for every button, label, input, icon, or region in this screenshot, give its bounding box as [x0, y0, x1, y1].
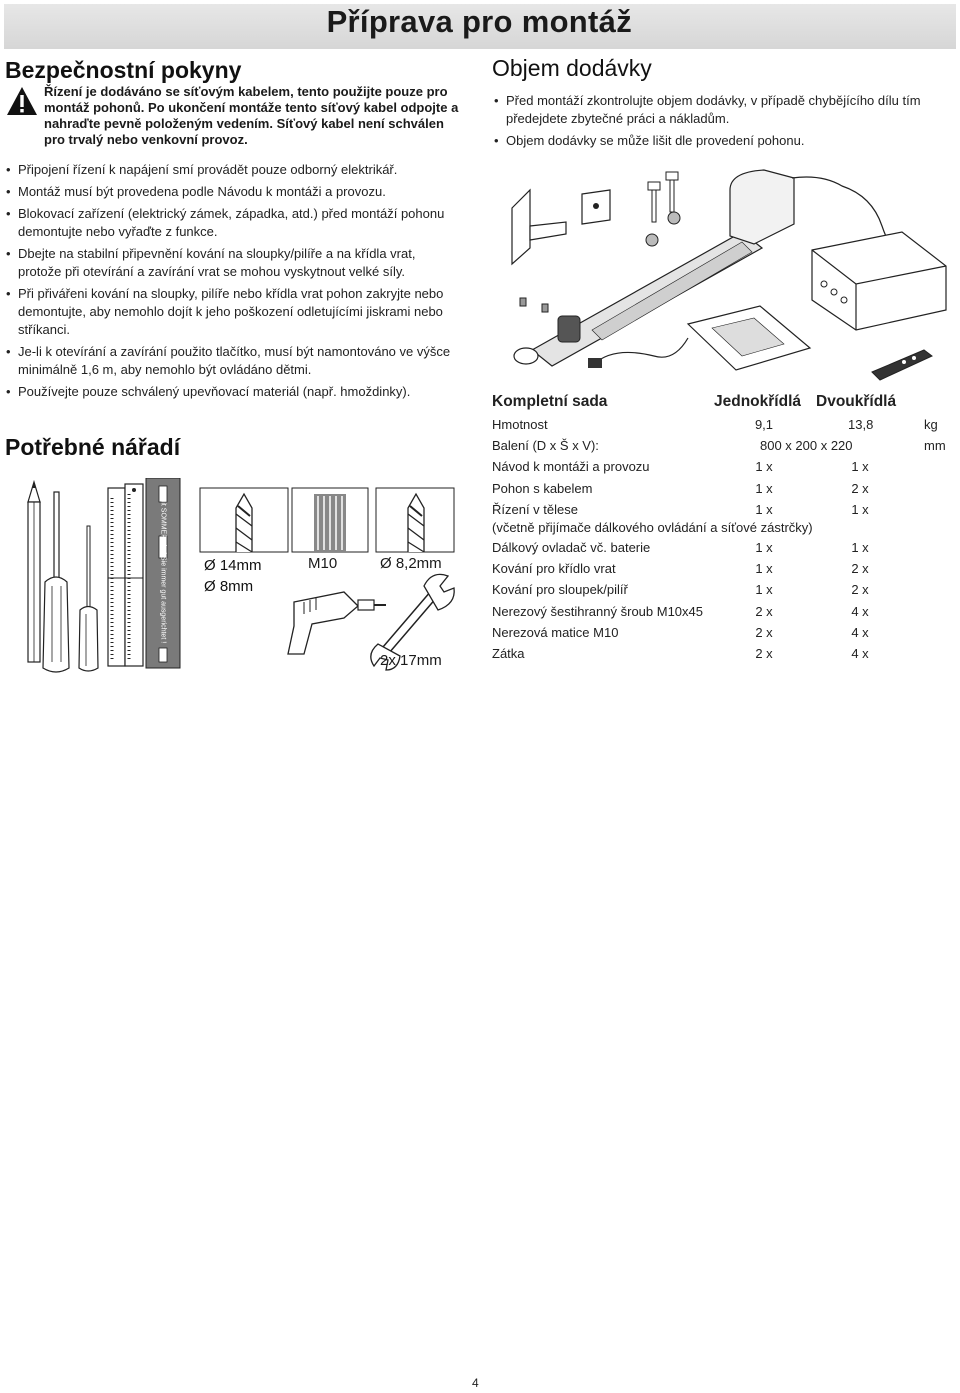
drill-size-label: Ø 8mm [204, 578, 254, 595]
table-row: Pohon s kabelem 1 x 2 x [492, 480, 869, 496]
table-row: Řízení v tělese 1 x 1 x [492, 501, 869, 517]
list-item: • Používejte pouze schválený upevňovací materiál (např. hmoždinky). [4, 383, 462, 401]
screwdriver-small-icon [79, 526, 98, 671]
tap-icon [292, 488, 368, 552]
safety-list [4, 161, 462, 405]
list-item: • Dbejte na stabilní připevnění kování na sloupky/pilíře a na křídla vrat, protože při otevírání a zavírání vrat se mohou vyskytnout velké síly. [4, 245, 462, 281]
column-header: Jednokřídlá [714, 393, 801, 410]
list-item: • Připojení řízení k napájení smí provádět pouze odborný elektrikář. [4, 161, 462, 179]
wrench-size-label: 2x 17mm [380, 652, 442, 669]
table-row: Dálkový ovladač vč. baterie 1 x 1 x [492, 539, 869, 555]
page-title: Příprava pro montáž [326, 4, 632, 39]
table-note: (včetně přijímače dálkového ovládání a síťové zástrčky) [492, 519, 813, 535]
table-row: Nerezová matice M10 2 x 4 x [492, 624, 869, 640]
screw-cap-icon [520, 298, 548, 312]
drill-bit-icon [376, 488, 454, 552]
drill-size-label: Ø 8,2mm [380, 555, 442, 572]
folding-ruler-icon [108, 484, 143, 666]
warning-icon [6, 86, 38, 116]
table-row: Nerezový šestihranný šroub M10x45 2 x 4 x [492, 603, 869, 619]
list-item: • Je-li k otevírání a zavírání použito tlačítko, musí být namontováno ve výšce minimálně 1,6 m, aby nemohlo být ovládáno dětmi. [4, 343, 462, 379]
gate-bracket-icon [582, 190, 610, 224]
table-row: Návod k montáži a provozu 1 x 1 x [492, 459, 869, 475]
table-row: Kování pro křídlo vrat 1 x 2 x [492, 561, 869, 577]
tap-size-label: M10 [308, 555, 338, 572]
kit-table [492, 390, 954, 664]
nut-icon [646, 212, 680, 246]
post-bracket-icon [512, 190, 566, 264]
page-number: 4 [472, 1376, 479, 1390]
drill-size-label: Ø 14mm [204, 557, 262, 574]
column-header: Dvoukřídlá [816, 393, 897, 410]
table-row: Kování pro sloupek/pilíř 1 x 2 x [492, 582, 869, 598]
pencil-icon [28, 482, 40, 662]
kit-illustration [492, 160, 954, 382]
delivery-heading: Objem dodávky [492, 55, 652, 81]
power-drill-icon [288, 592, 386, 654]
list-item: • Montáž musí být provedena podle Návodu k montáži a provozu. [4, 183, 462, 201]
drill-bit-icon [200, 488, 288, 552]
warning-text: Řízení je dodáváno se síťovým kabelem, tento použijte pouze pro montáž pohonů. Po ukončení montáže tento síťový kabel odpojte a nahraďte pevně položeným vedením. Síťový kabel není schválen pro trvalý nebo venkovní provoz. [44, 84, 459, 147]
manual-icon [688, 306, 810, 370]
power-plug-icon [588, 338, 688, 368]
delivery-list [492, 92, 958, 154]
table-row: Balení (D x Š x V): 800 x 200 x 220 mm [492, 438, 946, 454]
screwdriver-icon [43, 492, 69, 672]
list-item: • Blokovací zařízení (elektrický zámek, západka, atd.) před montáží pohonu demontujte nebo vyřaďte z funkce. [4, 205, 462, 241]
tools-heading: Potřebné nářadí [5, 434, 181, 460]
remote-control-icon [872, 350, 932, 380]
column-header: Kompletní sada [492, 393, 608, 410]
table-header [492, 390, 954, 414]
control-box-icon [812, 232, 946, 330]
table-row: Zátka 2 x 4 x [492, 645, 869, 661]
table-row: Hmotnost 9,1 13,8 kg [492, 417, 938, 432]
list-item: • Objem dodávky se může lišit dle provedení pohonu. [492, 132, 958, 150]
list-item: • Před montáží zkontrolujte objem dodávky, v případě chybějícího dílu tím předejdete zbytečné práci a nákladům. [492, 92, 958, 128]
safety-heading: Bezpečnostní pokyny [5, 57, 242, 83]
level-text: Mit SOMMER sind Sie immer gut ausgerichtet ! [159, 496, 167, 644]
list-item: • Při přivářeni kování na sloupky, pilíře nebo křídla vrat pohon zakryjte nebo demontujte, aby nemohlo dojít k jeho poškození odletujícími jiskrami nebo stříkanci. [4, 285, 462, 339]
